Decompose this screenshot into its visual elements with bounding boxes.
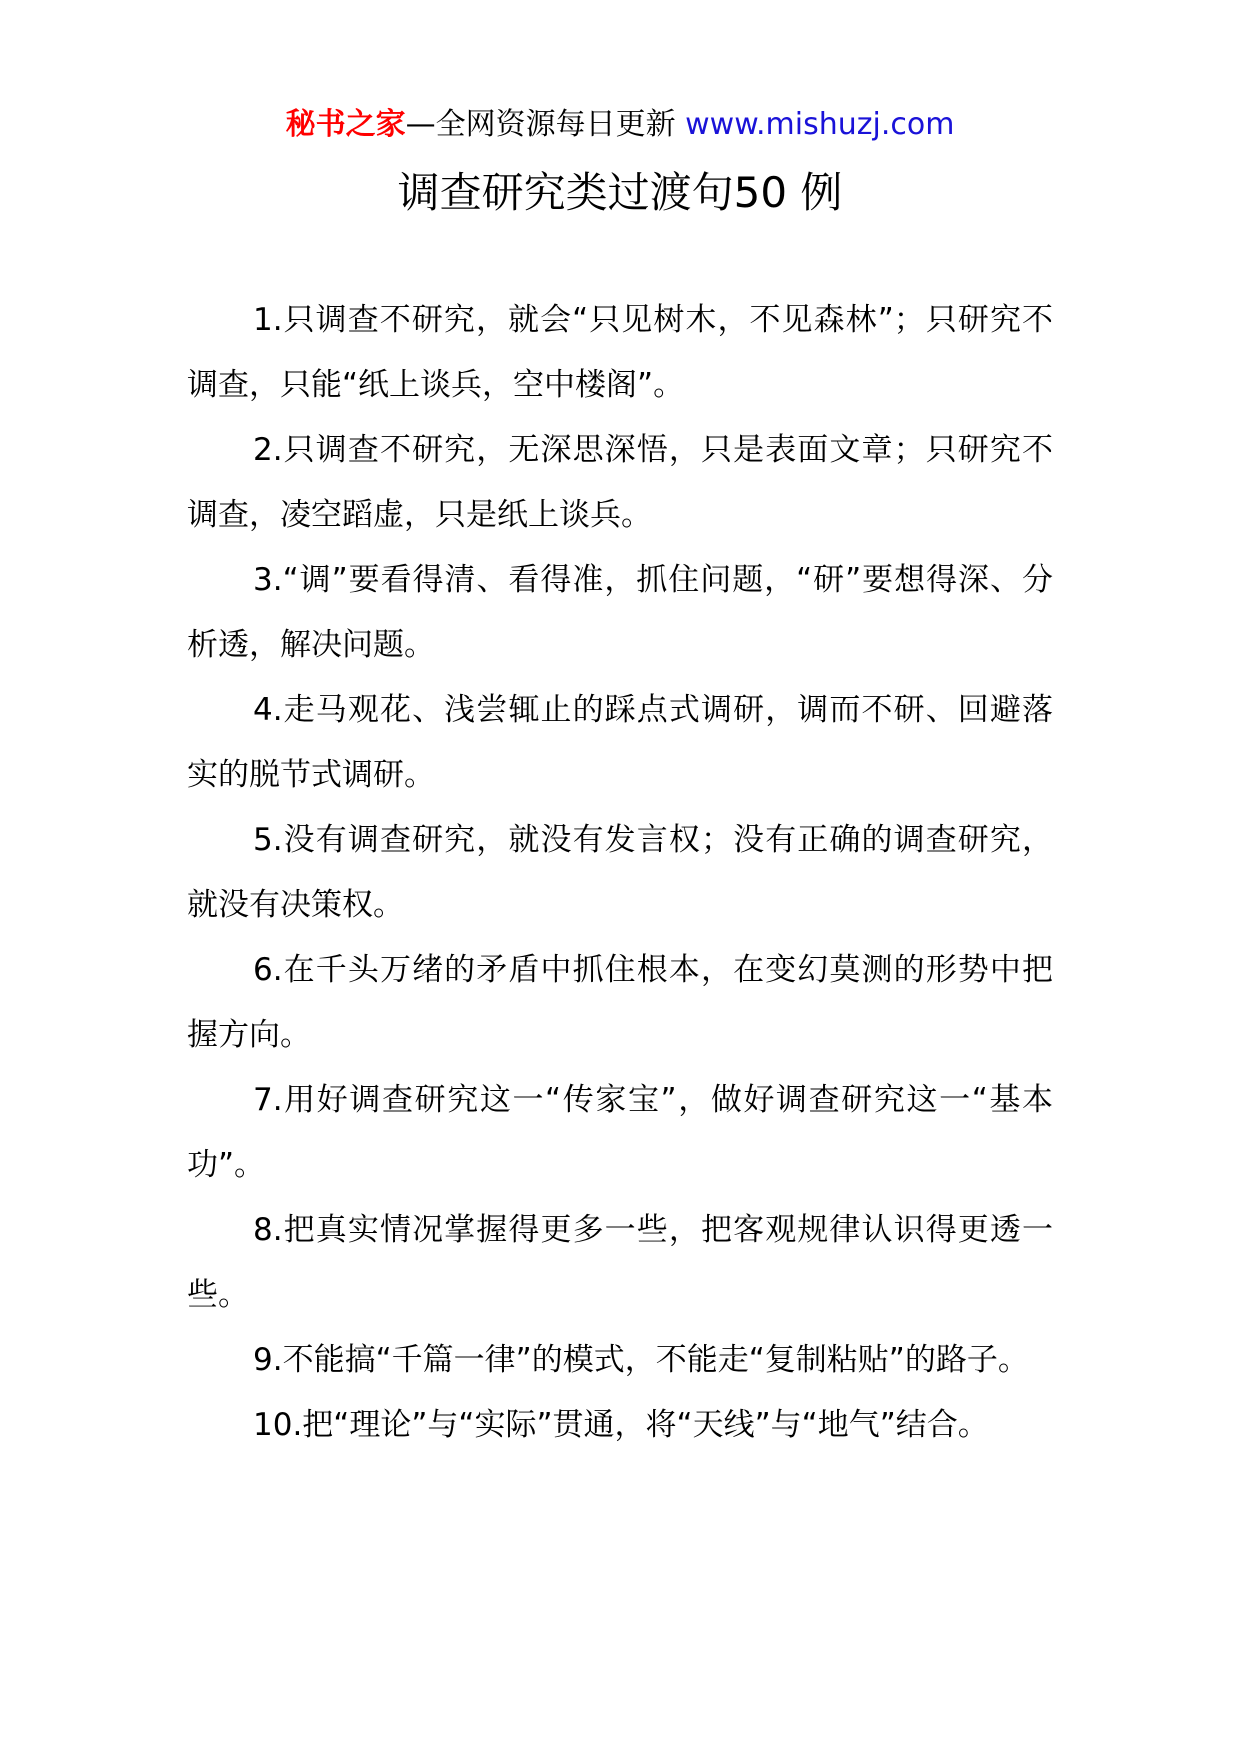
- header-tagline: —全网资源每日更新: [405, 107, 676, 142]
- document-body: [187, 288, 1053, 1458]
- list-item: 3.“调”要看得清、看得准，抓住问题，“研”要想得深、分析透，解决问题。: [187, 562, 1053, 663]
- list-item: 9.不能搞“千篇一律”的模式，不能走“复制粘贴”的路子。: [253, 1342, 1029, 1378]
- list-item: 5.没有调查研究，就没有发言权；没有正确的调查研究，就没有决策权。: [187, 822, 1053, 923]
- list-item: 8.把真实情况掌握得更多一些，把客观规律认识得更透一些。: [187, 1212, 1053, 1313]
- list-item: 4.走马观花、浅尝辄止的踩点式调研，调而不研、回避落实的脱节式调研。: [187, 692, 1053, 793]
- list-item: 7.用好调查研究这一“传家宝”，做好调查研究这一“基本功”。: [187, 1082, 1053, 1183]
- list-item: 10.把“理论”与“实际”贯通，将“天线”与“地气”结合。: [253, 1407, 989, 1443]
- site-url-link[interactable]: www.mishuzj.com: [685, 107, 955, 142]
- site-header: [0, 103, 1240, 147]
- list-item: 2.只调查不研究，无深思深悟，只是表面文章；只研究不调查，凌空蹈虚，只是纸上谈兵。: [187, 432, 1053, 533]
- list-item: 1.只调查不研究，就会“只见树木，不见森林”；只研究不调查，只能“纸上谈兵，空中楼阁”。: [187, 302, 1053, 403]
- document-title: 调查研究类过渡句50 例: [397, 168, 843, 217]
- brand-name: 秘书之家: [285, 107, 406, 142]
- list-item: 6.在千头万绪的矛盾中抓住根本，在变幻莫测的形势中把握方向。: [187, 952, 1053, 1053]
